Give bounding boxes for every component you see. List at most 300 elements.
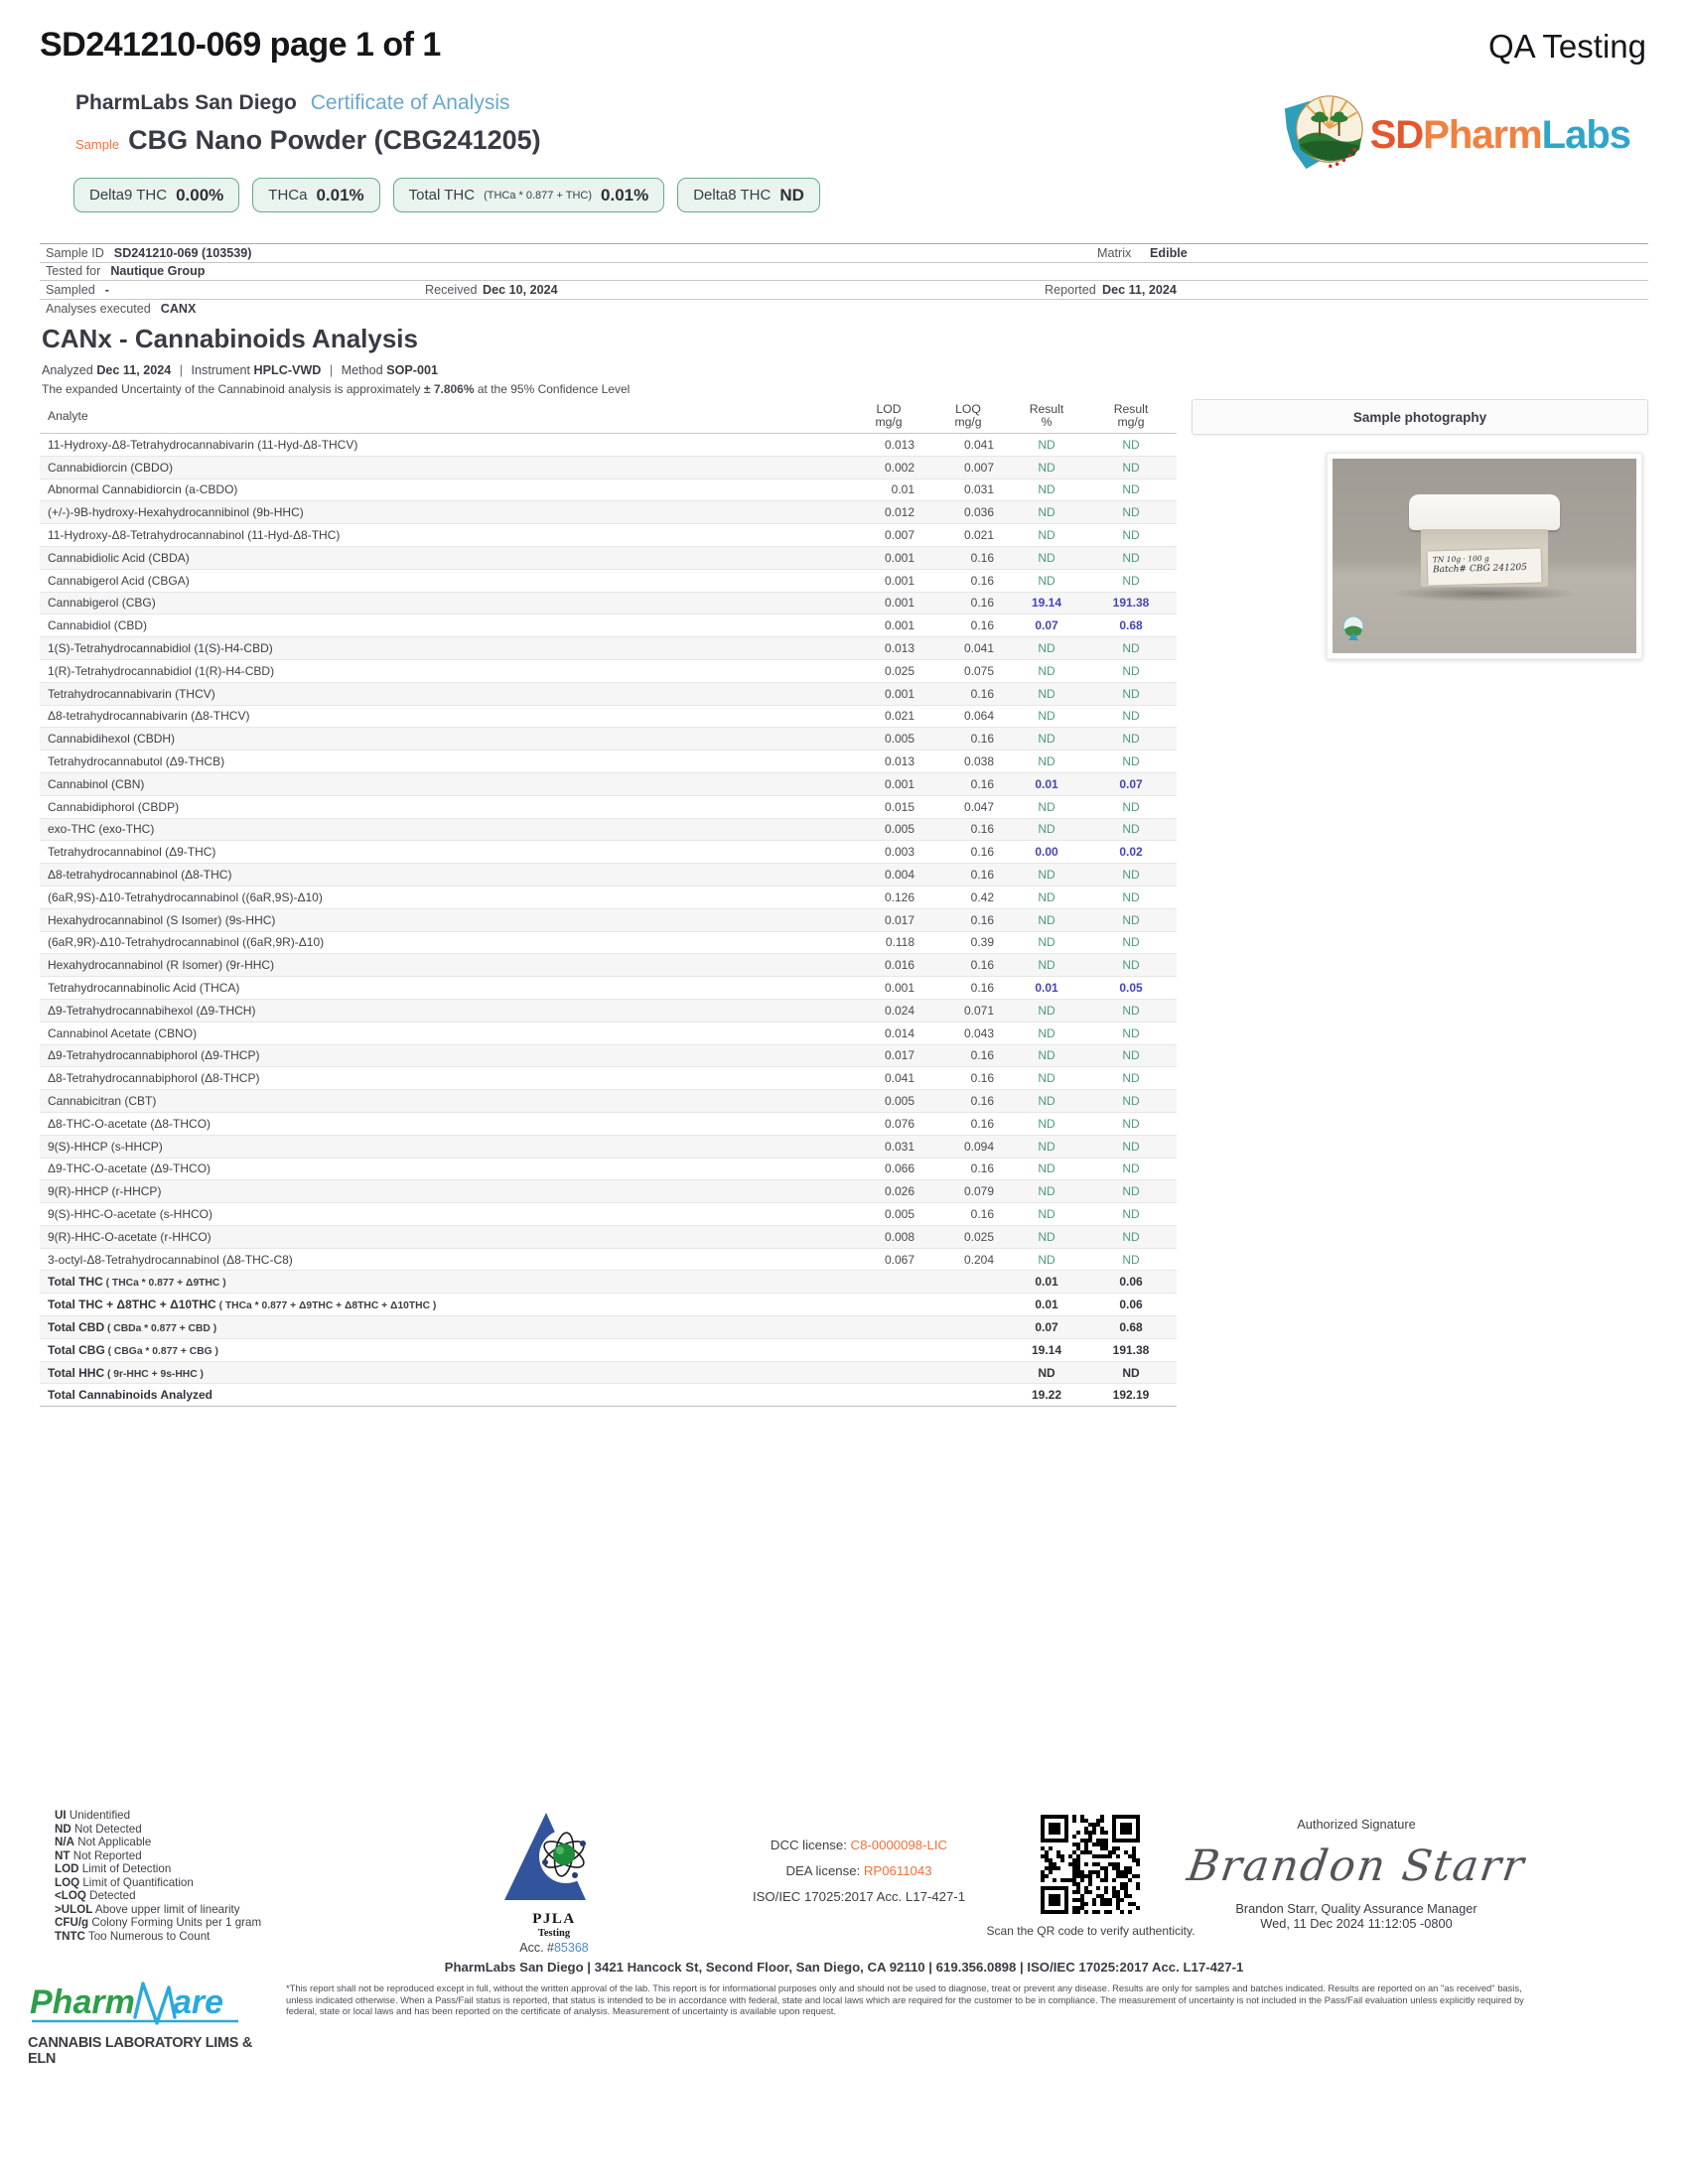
total-percent: 0.01 — [1035, 1297, 1058, 1312]
result-mgg: ND — [1122, 912, 1140, 927]
loq-value: 0.16 — [970, 868, 994, 883]
badge-thca — [252, 178, 379, 212]
analyte-name: 9(R)-HHCP (r-HHCP) — [48, 1184, 162, 1199]
sample-photo — [1333, 459, 1636, 653]
total-percent: 19.14 — [1031, 1342, 1062, 1357]
page-title: SD241210-069 page 1 of 1 — [40, 26, 441, 64]
result-percent: ND — [1038, 641, 1055, 656]
result-percent: ND — [1038, 1139, 1055, 1154]
analyte-row — [40, 1090, 1177, 1113]
total-percent: 19.22 — [1031, 1388, 1062, 1403]
analyte-name: Tetrahydrocannabinol (Δ9-THC) — [48, 845, 216, 860]
result-mgg: ND — [1122, 754, 1140, 769]
lab-address-line: PharmLabs San Diego | 3421 Hancock St, Second Floor, San Diego, CA 92110 | 619.356.0898 | ISO/IEC 17025:2017 Acc. L17-427-1 — [444, 1960, 1244, 1975]
result-percent: ND — [1038, 505, 1055, 520]
jar-lid — [1409, 494, 1560, 530]
result-percent: ND — [1038, 709, 1055, 724]
analyte-name: Abnormal Cannabidiorcin (a-CBDO) — [48, 482, 238, 497]
total-mgg: 0.06 — [1119, 1275, 1143, 1290]
license-block — [675, 1833, 1043, 1910]
lod-value: 0.014 — [884, 1025, 914, 1040]
analyte-name: Δ9-Tetrahydrocannabiphorol (Δ9-THCP) — [48, 1048, 260, 1063]
analyte-name: Cannabigerol Acid (CBGA) — [48, 573, 190, 588]
result-mgg: ND — [1122, 1116, 1140, 1131]
total-percent: ND — [1038, 1365, 1055, 1380]
analyte-row — [40, 501, 1177, 524]
analyte-name: Cannabidiorcin (CBDO) — [48, 460, 174, 475]
lab-name: PharmLabs San Diego — [75, 91, 297, 114]
sample-photography-panel — [1192, 399, 1648, 659]
total-row — [40, 1316, 1177, 1339]
sampled-value: - — [104, 282, 109, 297]
loq-value: 0.16 — [970, 1206, 994, 1221]
header-analyte: Analyte — [48, 409, 88, 423]
analyte-name: Cannabidiphorol (CBDP) — [48, 799, 180, 814]
badge-value: 0.01% — [316, 185, 364, 205]
total-row — [40, 1271, 1177, 1294]
analyte-name: Hexahydrocannabinol (S Isomer) (9s-HHC) — [48, 912, 276, 927]
analyte-row — [40, 1249, 1177, 1272]
loq-value: 0.16 — [970, 822, 994, 837]
analyte-name: Tetrahydrocannabivarin (THCV) — [48, 686, 215, 701]
result-mgg: ND — [1122, 482, 1140, 497]
analyte-row — [40, 614, 1177, 637]
info-row-tested-for — [40, 262, 1648, 281]
result-percent: 0.00 — [1035, 845, 1058, 860]
result-percent: ND — [1038, 437, 1055, 452]
loq-value: 0.16 — [970, 573, 994, 588]
analyte-row — [40, 1226, 1177, 1249]
result-mgg: ND — [1122, 437, 1140, 452]
analysis-meta-line — [42, 363, 438, 377]
result-mgg: ND — [1122, 709, 1140, 724]
method-value: SOP-001 — [386, 363, 438, 377]
loq-value: 0.16 — [970, 776, 994, 791]
lod-value: 0.008 — [884, 1229, 914, 1244]
loq-value: 0.075 — [963, 663, 994, 678]
matrix-value: Edible — [1150, 245, 1188, 260]
reported-label: Reported — [1045, 282, 1096, 297]
result-percent: ND — [1038, 663, 1055, 678]
analyte-row — [40, 1113, 1177, 1136]
total-mgg: ND — [1122, 1365, 1140, 1380]
result-mgg: ND — [1122, 958, 1140, 973]
analyte-name: 11-Hydroxy-Δ8-Tetrahydrocannabivarin (11-Hyd-Δ8-THCV) — [48, 437, 358, 452]
lod-value: 0.001 — [884, 618, 914, 633]
lod-value: 0.001 — [884, 596, 914, 611]
total-name: Total CBD ( CBDa * 0.877 + CBD ) — [48, 1319, 217, 1334]
sample-label: Sample — [75, 137, 120, 152]
photo-watermark-icon — [1340, 614, 1366, 647]
analyte-row — [40, 479, 1177, 502]
analyte-name: Δ8-tetrahydrocannabivarin (Δ8-THCV) — [48, 709, 250, 724]
result-percent: ND — [1038, 799, 1055, 814]
lod-value: 0.001 — [884, 550, 914, 565]
badge-delta9-thc — [73, 178, 239, 212]
legend-item: UI Unidentified — [55, 1809, 131, 1822]
badge-value: ND — [779, 185, 804, 205]
loq-value: 0.071 — [963, 1003, 994, 1018]
result-mgg: 191.38 — [1112, 596, 1150, 611]
lod-value: 0.017 — [884, 1048, 914, 1063]
pjla-accreditation-number: Acc. #85368 — [519, 1941, 589, 1955]
iso-accreditation-line: ISO/IEC 17025:2017 Acc. L17-427-1 — [752, 1889, 966, 1904]
result-percent: ND — [1038, 889, 1055, 904]
analyte-row — [40, 524, 1177, 547]
badge-label: THCa — [268, 187, 308, 204]
result-mgg: ND — [1122, 822, 1140, 837]
loq-value: 0.041 — [963, 437, 994, 452]
lod-value: 0.013 — [884, 641, 914, 656]
pjla-sub: Testing — [537, 1928, 571, 1939]
analyte-name: Cannabicitran (CBT) — [48, 1094, 157, 1108]
result-percent: 19.14 — [1031, 596, 1062, 611]
instrument-label: Instrument — [191, 363, 251, 377]
dea-license-number: RP0611043 — [863, 1863, 932, 1878]
loq-value: 0.16 — [970, 596, 994, 611]
result-mgg: ND — [1122, 505, 1140, 520]
pharmware-logo — [28, 1978, 256, 2067]
tested-for-value: Nautique Group — [110, 264, 206, 279]
result-percent: ND — [1038, 1229, 1055, 1244]
analyte-row — [40, 1136, 1177, 1159]
analyte-name: Hexahydrocannabinol (R Isomer) (9r-HHC) — [48, 958, 275, 973]
total-name: Total HHC ( 9r-HHC + 9s-HHC ) — [48, 1365, 204, 1380]
badge-total-thc — [393, 178, 665, 212]
analyte-row — [40, 434, 1177, 457]
lod-value: 0.007 — [884, 528, 914, 543]
total-mgg: 0.06 — [1119, 1297, 1143, 1312]
legend-item: <LOQ Detected — [55, 1889, 136, 1902]
lod-value: 0.041 — [884, 1071, 914, 1086]
dea-license-line: DEA license: RP0611043 — [785, 1863, 932, 1878]
legend-item: >ULOL Above upper limit of linearity — [55, 1902, 240, 1916]
result-mgg: ND — [1122, 799, 1140, 814]
loq-value: 0.047 — [963, 799, 994, 814]
result-percent: ND — [1038, 573, 1055, 588]
analyzed-date: Dec 11, 2024 — [96, 363, 172, 377]
result-mgg: ND — [1122, 935, 1140, 950]
lod-value: 0.002 — [884, 460, 914, 475]
total-formula: ( 9r-HHC + 9s-HHC ) — [104, 1368, 204, 1380]
result-mgg: ND — [1122, 1252, 1140, 1267]
result-percent: ND — [1038, 1003, 1055, 1018]
instrument-value: HPLC-VWD — [253, 363, 322, 377]
result-percent: ND — [1038, 1161, 1055, 1176]
total-formula: ( CBGa * 0.877 + CBG ) — [104, 1345, 218, 1357]
result-percent: ND — [1038, 1025, 1055, 1040]
analyte-row — [40, 728, 1177, 751]
analyte-row — [40, 819, 1177, 842]
loq-value: 0.16 — [970, 550, 994, 565]
result-percent: 0.01 — [1035, 981, 1058, 996]
analyte-row — [40, 706, 1177, 729]
result-mgg: ND — [1122, 732, 1140, 747]
result-percent: ND — [1038, 550, 1055, 565]
tested-for-label: Tested for — [46, 264, 101, 279]
result-mgg: ND — [1122, 889, 1140, 904]
cannabinoid-badges — [73, 178, 820, 212]
analyte-name: Cannabidihexol (CBDH) — [48, 732, 176, 747]
result-percent: ND — [1038, 1184, 1055, 1199]
analyte-row — [40, 932, 1177, 955]
analyte-row — [40, 683, 1177, 706]
loq-value: 0.007 — [963, 460, 994, 475]
signature-date: Wed, 11 Dec 2024 11:12:05 -0800 — [1260, 1916, 1453, 1931]
header-loq: LOQ mg/g — [954, 401, 982, 429]
loq-value: 0.16 — [970, 981, 994, 996]
result-mgg: ND — [1122, 1161, 1140, 1176]
legend-item: N/A Not Applicable — [55, 1836, 152, 1848]
sdpharmlabs-emblem-icon — [1277, 89, 1366, 182]
badge-value: 0.01% — [601, 185, 649, 205]
lod-value: 0.005 — [884, 822, 914, 837]
separator: | — [179, 363, 184, 377]
info-row-dates — [40, 280, 1648, 299]
analyte-row — [40, 864, 1177, 887]
pjla-accreditation-block — [489, 1813, 620, 1955]
loq-value: 0.16 — [970, 912, 994, 927]
header-lod: LOD mg/g — [875, 401, 903, 429]
analyte-row — [40, 773, 1177, 796]
result-mgg: ND — [1122, 1229, 1140, 1244]
analyte-name: Tetrahydrocannabinolic Acid (THCA) — [48, 981, 240, 996]
result-mgg: ND — [1122, 573, 1140, 588]
lod-value: 0.001 — [884, 686, 914, 701]
loq-value: 0.42 — [970, 889, 994, 904]
total-mgg: 191.38 — [1112, 1342, 1150, 1357]
lod-value: 0.031 — [884, 1139, 914, 1154]
lod-value: 0.017 — [884, 912, 914, 927]
sample-id-label: Sample ID — [46, 245, 104, 260]
lod-value: 0.003 — [884, 845, 914, 860]
analyte-row — [40, 977, 1177, 1000]
lod-value: 0.005 — [884, 1206, 914, 1221]
lod-value: 0.126 — [884, 889, 914, 904]
dcc-license-number: C8-0000098-LIC — [850, 1838, 948, 1852]
badge-value: 0.00% — [176, 185, 224, 205]
result-percent: ND — [1038, 528, 1055, 543]
analyte-name: exo-THC (exo-THC) — [48, 822, 155, 837]
received-value: Dec 10, 2024 — [483, 282, 558, 297]
result-mgg: 0.02 — [1119, 845, 1143, 860]
result-mgg: ND — [1122, 1184, 1140, 1199]
badge-label: Delta9 THC — [89, 187, 168, 204]
total-row — [40, 1339, 1177, 1362]
analyte-name: (+/-)-9B-hydroxy-Hexahydrocannibinol (9b-HHC) — [48, 505, 304, 520]
total-percent: 0.01 — [1035, 1275, 1058, 1290]
result-mgg: ND — [1122, 460, 1140, 475]
result-mgg: ND — [1122, 528, 1140, 543]
pjla-name: PJLA — [532, 1911, 576, 1927]
lod-value: 0.005 — [884, 1094, 914, 1108]
lod-value: 0.001 — [884, 981, 914, 996]
analyte-row — [40, 1159, 1177, 1181]
header-result-pct: Result % — [1029, 401, 1064, 429]
result-mgg: ND — [1122, 1025, 1140, 1040]
legend-item: NT Not Reported — [55, 1848, 142, 1862]
analyte-row — [40, 1180, 1177, 1203]
legend-list — [55, 1809, 261, 1943]
total-formula: ( THCa * 0.877 + Δ9THC ) — [102, 1278, 226, 1290]
legend-item: LOD Limit of Detection — [55, 1862, 172, 1875]
method-label: Method — [341, 363, 383, 377]
uncertainty-value: ± 7.806% — [423, 382, 475, 396]
analyte-row — [40, 954, 1177, 977]
loq-value: 0.16 — [970, 618, 994, 633]
loq-value: 0.036 — [963, 505, 994, 520]
badge-label: Delta8 THC — [693, 187, 772, 204]
sample-photo-card — [1327, 453, 1642, 659]
pharmware-ware-text: are — [173, 1983, 224, 2021]
total-formula: ( CBDa * 0.877 + CBD ) — [104, 1322, 217, 1334]
analyte-name: Δ8-THC-O-acetate (Δ8-THCO) — [48, 1116, 211, 1131]
analyte-name: Δ9-Tetrahydrocannabihexol (Δ9-THCH) — [48, 1003, 256, 1018]
sample-name: CBG Nano Powder (CBG241205) — [128, 125, 541, 155]
loq-value: 0.025 — [963, 1229, 994, 1244]
section-title-cannabinoids: CANx - Cannabinoids Analysis — [42, 324, 418, 353]
analyte-row — [40, 1000, 1177, 1023]
total-name: Total CBG ( CBGa * 0.877 + CBG ) — [48, 1342, 218, 1357]
header-result-mgg: Result mg/g — [1113, 401, 1149, 429]
result-mgg: ND — [1122, 550, 1140, 565]
total-row — [40, 1294, 1177, 1316]
result-mgg: ND — [1122, 1094, 1140, 1108]
analyte-row — [40, 637, 1177, 660]
lod-value: 0.012 — [884, 505, 914, 520]
analyte-name: 1(S)-Tetrahydrocannabidiol (1(S)-H4-CBD) — [48, 641, 273, 656]
loq-value: 0.16 — [970, 1116, 994, 1131]
analyte-row — [40, 457, 1177, 479]
result-mgg: ND — [1122, 1003, 1140, 1018]
lod-value: 0.01 — [891, 482, 914, 497]
loq-value: 0.064 — [963, 709, 994, 724]
analyte-row — [40, 1045, 1177, 1068]
sample-line — [75, 125, 541, 156]
dcc-license-line: DCC license: C8-0000098-LIC — [770, 1838, 948, 1852]
lod-value: 0.001 — [884, 573, 914, 588]
analyte-name: (6aR,9R)-Δ10-Tetrahydrocannabinol ((6aR,9R)-Δ10) — [48, 935, 325, 950]
pharmware-wordmark-icon — [28, 1978, 248, 2029]
analyte-name: Δ9-THC-O-acetate (Δ9-THCO) — [48, 1161, 211, 1176]
result-mgg: ND — [1122, 1139, 1140, 1154]
total-name: Total Cannabinoids Analyzed — [48, 1388, 213, 1403]
result-percent: ND — [1038, 958, 1055, 973]
analyte-row — [40, 593, 1177, 615]
badge-delta8-thc — [677, 178, 820, 212]
sample-info-table — [40, 243, 1648, 317]
result-percent: ND — [1038, 822, 1055, 837]
matrix-label: Matrix — [1097, 245, 1132, 260]
analyte-name: (6aR,9S)-Δ10-Tetrahydrocannabinol ((6aR,9S)-Δ10) — [48, 889, 323, 904]
analyte-name: 9(S)-HHC-O-acetate (s-HHCO) — [48, 1206, 213, 1221]
sample-id-value: SD241210-069 (103539) — [113, 245, 252, 260]
loq-value: 0.16 — [970, 845, 994, 860]
result-percent: ND — [1038, 912, 1055, 927]
total-name: Total THC ( THCa * 0.877 + Δ9THC ) — [48, 1275, 226, 1290]
loq-value: 0.079 — [963, 1184, 994, 1199]
sampled-label: Sampled — [46, 282, 95, 297]
total-name: Total THC + Δ8THC + Δ10THC ( THCa * 0.877 + Δ9THC + Δ8THC + Δ10THC ) — [48, 1297, 437, 1312]
analyte-row — [40, 887, 1177, 909]
result-mgg: ND — [1122, 1071, 1140, 1086]
analyte-name: Tetrahydrocannabutol (Δ9-THCB) — [48, 754, 225, 769]
lod-value: 0.013 — [884, 754, 914, 769]
signature-script: Brandon Starr — [1184, 1842, 1529, 1891]
analyte-name: Cannabidiolic Acid (CBDA) — [48, 550, 190, 565]
analyte-row — [40, 909, 1177, 932]
lod-value: 0.024 — [884, 1003, 914, 1018]
received-label: Received — [425, 282, 478, 297]
signer-name-title: Brandon Starr, Quality Assurance Manager — [1235, 1901, 1477, 1916]
qa-testing-label: QA Testing — [1488, 28, 1646, 65]
total-mgg: 0.68 — [1119, 1319, 1143, 1334]
analyte-name: Cannabinol (CBN) — [48, 776, 145, 791]
loq-value: 0.16 — [970, 958, 994, 973]
cannabinoids-table — [40, 399, 1177, 1407]
legend-item: LOQ Limit of Quantification — [55, 1875, 194, 1889]
badge-label: Total THC — [408, 187, 476, 204]
pjla-logo-icon — [504, 1891, 604, 1908]
legend-item: ND Not Detected — [55, 1822, 142, 1836]
loq-value: 0.16 — [970, 1048, 994, 1063]
loq-value: 0.16 — [970, 1094, 994, 1108]
result-percent: ND — [1038, 935, 1055, 950]
analyte-name: Δ8-Tetrahydrocannabiphorol (Δ8-THCP) — [48, 1071, 260, 1086]
sdpharmlabs-wordmark: SDPharmLabs — [1369, 113, 1630, 157]
lod-value: 0.021 — [884, 709, 914, 724]
analyte-name: Cannabinol Acetate (CBNO) — [48, 1025, 198, 1040]
analyte-row — [40, 1203, 1177, 1226]
brand-line — [75, 91, 510, 115]
result-mgg: ND — [1122, 663, 1140, 678]
analyte-name: 1(R)-Tetrahydrocannabidiol (1(R)-H4-CBD) — [48, 663, 275, 678]
analyte-row — [40, 751, 1177, 773]
sample-photography-header: Sample photography — [1192, 399, 1648, 435]
lod-value: 0.076 — [884, 1116, 914, 1131]
analyses-executed-label: Analyses executed — [46, 301, 151, 316]
result-percent: 0.01 — [1035, 776, 1058, 791]
result-mgg: ND — [1122, 1048, 1140, 1063]
analyte-row — [40, 547, 1177, 570]
result-mgg: 0.68 — [1119, 618, 1143, 633]
total-mgg: 192.19 — [1112, 1388, 1150, 1403]
result-percent: ND — [1038, 1048, 1055, 1063]
analyte-row — [40, 1067, 1177, 1090]
result-percent: ND — [1038, 732, 1055, 747]
analyte-row — [40, 1023, 1177, 1045]
loq-value: 0.39 — [970, 935, 994, 950]
lod-value: 0.004 — [884, 868, 914, 883]
sdpharmlabs-logo — [1277, 89, 1630, 182]
loq-value: 0.043 — [963, 1025, 994, 1040]
analyte-name: 11-Hydroxy-Δ8-Tetrahydrocannabinol (11-Hyd-Δ8-THC) — [48, 528, 341, 543]
jar-shadow — [1390, 586, 1579, 602]
lod-value: 0.025 — [884, 663, 914, 678]
lod-value: 0.118 — [885, 935, 914, 950]
analyte-rows — [40, 434, 1177, 1407]
total-row — [40, 1384, 1177, 1407]
analyte-name: Cannabidiol (CBD) — [48, 618, 148, 633]
qr-code — [1041, 1815, 1140, 1914]
analyte-name: Cannabigerol (CBG) — [48, 596, 156, 611]
badge-formula: (THCa * 0.877 + THC) — [484, 189, 593, 202]
analyses-executed-value: CANX — [160, 301, 197, 316]
result-percent: 0.07 — [1035, 618, 1058, 633]
result-percent: ND — [1038, 1252, 1055, 1267]
lod-value: 0.013 — [884, 437, 914, 452]
lod-value: 0.005 — [884, 732, 914, 747]
